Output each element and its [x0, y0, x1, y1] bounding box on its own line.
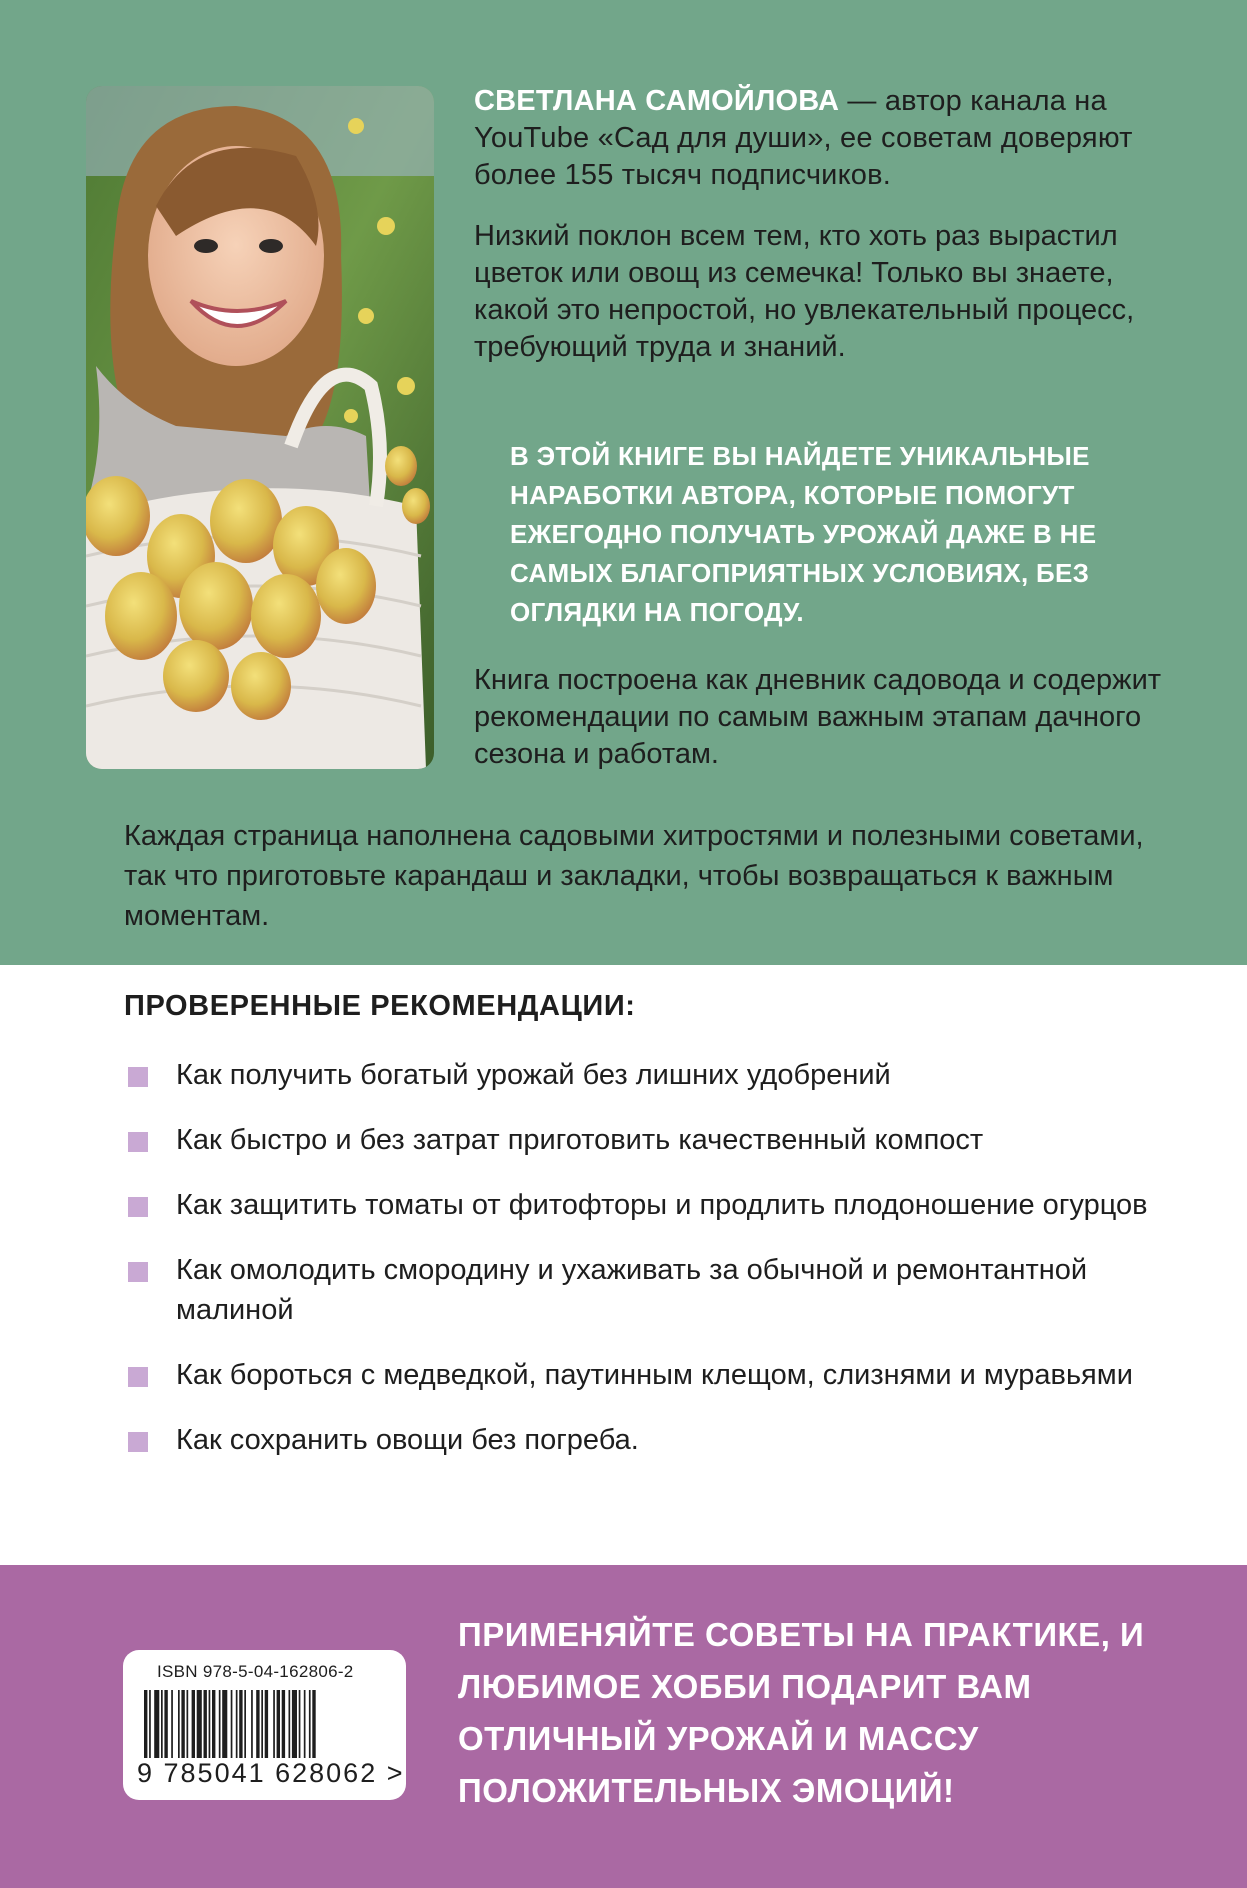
barcode-bar: [178, 1690, 180, 1758]
square-bullet-icon: [128, 1132, 148, 1152]
barcode-bar: [149, 1690, 151, 1758]
slogan: ПРИМЕНЯЙТЕ СОВЕТЫ НА ПРАКТИКЕ, И ЛЮБИМОЕ ХОББИ ПОДАРИТ ВАМ ОТЛИЧНЫЙ УРОЖАЙ И МАССУ ПОЛОЖИТЕЛЬНЫХ ЭМОЦИЙ!: [458, 1616, 1145, 1809]
recommendations-title: ПРОВЕРЕННЫЕ РЕКОМЕНДАЦИИ:: [124, 990, 636, 1022]
barcode-bar: [265, 1690, 268, 1758]
barcode-bar: [187, 1690, 189, 1758]
barcode-bar: [304, 1690, 306, 1758]
pages-paragraph: Каждая страница наполнена садовыми хитростями и полезными советами, так что приготовьте карандаш и закладки, чтобы возвращаться к важным моментам.: [124, 820, 1144, 932]
intro-paragraph: Низкий поклон всем тем, кто хоть раз вырастил цветок или овощ из семечка! Только вы знаете, какой это непростой, но увлекательный процесс, требующий труда и знаний.: [474, 220, 1135, 363]
square-bullet-icon: [128, 1197, 148, 1217]
barcode-bar: [273, 1690, 275, 1758]
list-item: [124, 1120, 1184, 1160]
square-bullet-icon: [128, 1432, 148, 1452]
list-item: [124, 1185, 1184, 1225]
barcode-bar: [209, 1690, 211, 1758]
recommendations-list: [124, 1055, 1184, 1485]
barcode-bar: [204, 1690, 207, 1758]
barcode-bar: [181, 1690, 184, 1758]
barcode-bar: [154, 1690, 159, 1758]
barcode-bar: [192, 1690, 195, 1758]
barcode-bar: [212, 1690, 215, 1758]
barcode-bar: [219, 1690, 221, 1758]
barcode-bar: [309, 1690, 311, 1758]
barcode-bar: [244, 1690, 246, 1758]
list-item: [124, 1420, 1184, 1460]
barcode-icon: [140, 1690, 385, 1758]
structure-paragraph: Книга построена как дневник садовода и содержит рекомендации по самым важным этапам дачного сезона и работам.: [474, 664, 1162, 770]
list-item: [124, 1055, 1184, 1095]
barcode-bar: [222, 1690, 227, 1758]
author-bio: [474, 83, 1174, 194]
barcode-bar: [231, 1690, 233, 1758]
recommendation-text: Как бороться с медведкой, паутинным клещом, слизнями и муравьями: [176, 1359, 1133, 1391]
barcode-bar: [239, 1690, 242, 1758]
highlight-paragraph: В ЭТОЙ КНИГЕ ВЫ НАЙДЕТЕ УНИКАЛЬНЫЕ НАРАБОТКИ АВТОРА, КОТОРЫЕ ПОМОГУТ ЕЖЕГОДНО ПОЛУЧАТЬ УРОЖАЙ ДАЖЕ В НЕ САМЫХ БЛАГОПРИЯТНЫХ УСЛОВИЯХ, БЕЗ ОГЛЯДКИ НА ПОГОДУ.: [510, 441, 1097, 627]
barcode-digits: 9 785041 628062 >: [137, 1758, 405, 1788]
barcode-bar: [144, 1690, 147, 1758]
barcode-bar: [299, 1690, 301, 1758]
barcode-bar: [312, 1690, 315, 1758]
square-bullet-icon: [128, 1262, 148, 1282]
recommendation-text: Как омолодить смородину и ухаживать за обычной и ремонтантной малиной: [176, 1254, 1088, 1326]
barcode-bar: [236, 1690, 238, 1758]
recommendation-text: Как быстро и без затрат приготовить качественный компост: [176, 1124, 984, 1156]
recommendation-text: Как получить богатый урожай без лишних удобрений: [176, 1059, 891, 1091]
list-item: [124, 1250, 1184, 1330]
barcode-bar: [256, 1690, 259, 1758]
square-bullet-icon: [128, 1067, 148, 1087]
recommendation-text: Как сохранить овощи без погреба.: [176, 1424, 639, 1456]
author-photo: [86, 86, 434, 769]
barcode-bar: [282, 1690, 285, 1758]
list-item: [124, 1355, 1184, 1395]
barcode-bar: [197, 1690, 202, 1758]
barcode-bar: [161, 1690, 163, 1758]
barcode-bar: [164, 1690, 167, 1758]
author-bio-text: — автор канала на YouTube «Сад для души», ее советам доверяют более 155 тысяч подписчиков.: [474, 85, 1133, 191]
barcode-bar: [171, 1690, 173, 1758]
barcode-bar: [292, 1690, 297, 1758]
square-bullet-icon: [128, 1367, 148, 1387]
barcode-bar: [277, 1690, 280, 1758]
barcode-bar: [289, 1690, 291, 1758]
barcode-bar: [261, 1690, 263, 1758]
recommendation-text: Как защитить томаты от фитофторы и продлить плодоношение огурцов: [176, 1189, 1148, 1221]
isbn-label: ISBN 978-5-04-162806-2: [157, 1662, 354, 1681]
barcode-bar: [251, 1690, 253, 1758]
author-name: СВЕТЛАНА САМОЙЛОВА: [474, 85, 840, 117]
